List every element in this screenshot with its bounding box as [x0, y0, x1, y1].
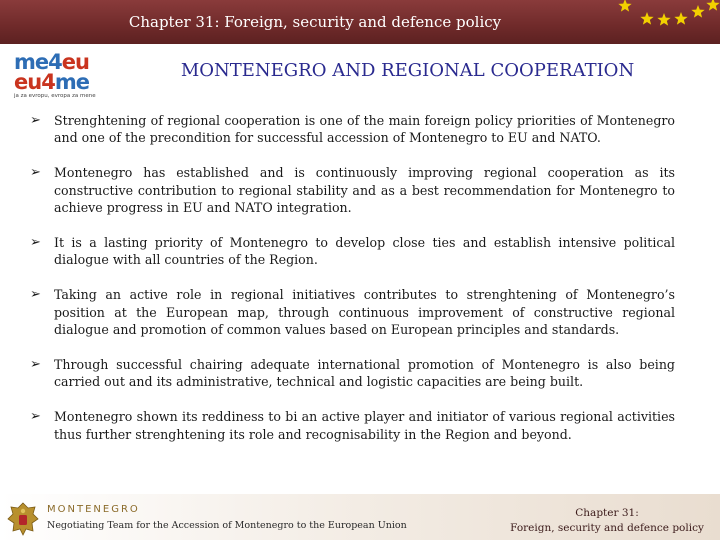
footer-chapter — [500, 506, 714, 536]
logo-tagline: ja za evropu, evropa za mene — [14, 93, 96, 99]
bullet-item — [30, 286, 675, 338]
me4eu-logo — [14, 52, 114, 100]
footer-chapter-number: Chapter 31: — [575, 507, 639, 519]
bullet-list — [30, 112, 675, 443]
page-title: MONTENEGRO AND REGIONAL COOPERATION — [180, 60, 635, 81]
logo-text-eu4: eu4 — [14, 70, 55, 94]
logo-text-me: me — [54, 70, 89, 94]
star-icon — [674, 12, 687, 25]
bullet-item — [30, 164, 675, 216]
arrow-bullet-icon: ➢ — [30, 287, 41, 303]
bullet-text: Montenegro shown its reddiness to bi an active player and initiator of various regional activities thus further strenghtening its role and recognisability in the Region and beyond. — [54, 409, 675, 442]
bullet-text: Montenegro has established and is continuously improving regional cooperation as its constructive contribution to regional stability and as a best recommendation for Montenegro to achieve progress in EU and NATO integration. — [54, 165, 675, 215]
chapter-title: Chapter 31: Foreign, security and defence policy — [128, 13, 502, 31]
montenegro-coat-of-arms-icon — [4, 500, 42, 538]
bullet-item — [30, 234, 675, 268]
arrow-bullet-icon: ➢ — [30, 113, 41, 128]
bullet-item — [30, 356, 675, 390]
arrow-bullet-icon: ➢ — [30, 357, 41, 373]
footer-negotiating-team: Negotiating Team for the Accession of Montenegro to the European Union — [47, 520, 407, 531]
arrow-bullet-icon: ➢ — [30, 165, 41, 181]
bullet-text: Strenghtening of regional cooperation is one of the main foreign policy priorities of Montenegro and one of the precondition for successful accession of Montenegro to EU and NATO. — [54, 113, 675, 146]
footer-country: MONTENEGRO — [47, 504, 140, 515]
arrow-bullet-icon: ➢ — [30, 235, 41, 251]
star-icon — [618, 0, 631, 12]
bullet-item — [30, 408, 675, 442]
footer-chapter-name: Foreign, security and defence policy — [510, 522, 704, 534]
arrow-bullet-icon: ➢ — [30, 409, 41, 425]
star-icon — [640, 12, 653, 25]
logo-text-me4: me4 — [14, 50, 62, 74]
star-icon — [691, 5, 704, 18]
star-icon — [657, 13, 670, 26]
star-icon — [706, 0, 719, 11]
bullet-item — [30, 112, 675, 146]
logo-text-eu: eu — [61, 50, 89, 74]
bullet-text: Taking an active role in regional initiatives contributes to strenghtening of Montenegro’s position at the European map, through continuous improvement of constructive regional dialogue and promotion of common values based on European principles and standards. — [54, 287, 675, 337]
header-bar — [0, 0, 720, 44]
bullet-text: Through successful chairing adequate international promotion of Montenegro is also being carried out and its administrative, technical and logistic capacities are being built. — [54, 357, 675, 390]
bullet-text: It is a lasting priority of Montenegro to develop close ties and establish intensive political dialogue with all countries of the Region. — [54, 235, 675, 268]
eu-stars-icon — [585, 0, 720, 44]
